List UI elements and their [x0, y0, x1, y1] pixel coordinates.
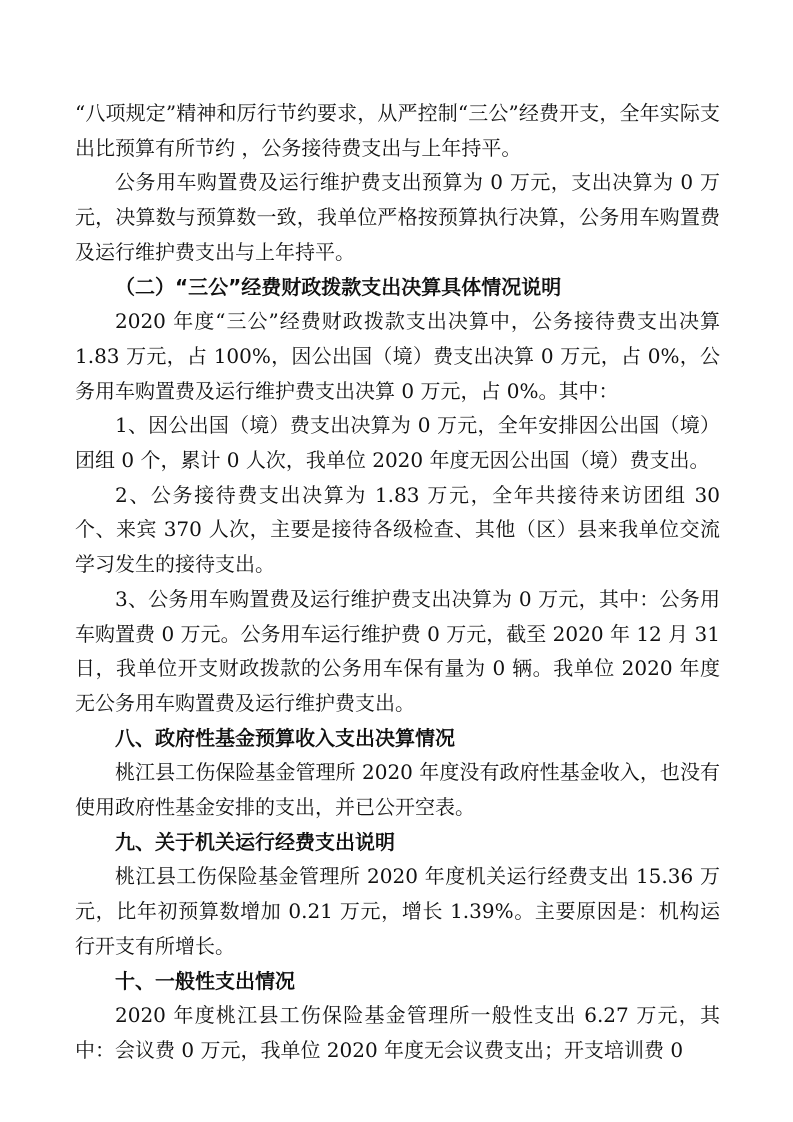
section-heading: 十、一般性支出情况 — [115, 968, 295, 993]
paragraph: 2020 年度“三公”经费财政拨款支出决算中，公务接待费支出决算 1.83 万元，占 100%，因公出国（境）费支出决算 0 万元，占 0%，公务用车购置费及运行维护费支出决算 0 万元，占 0%。其中： — [75, 309, 720, 403]
paragraph: 公务用车购置费及运行维护费支出预算为 0 万元，支出决算为 0 万元，决算数与预算数一致，我单位严格按预算执行决算，公务用车购置费及运行维护费支出与上年持平。 — [75, 170, 720, 264]
section-heading: 九、关于机关运行经费支出说明 — [115, 829, 395, 854]
paragraph: 3、公务用车购置费及运行维护费支出决算为 0 万元，其中：公务用车购置费 0 万元。公务用车运行维护费 0 万元，截至 2020 年 12 月 31 日，我单位开支财政拨款的公务用车保有量为 0 辆。我单位 2020 年度无公务用车购置费及运行维护费支出。 — [75, 586, 720, 715]
paragraph: 桃江县工伤保险基金管理所 2020 年度机关运行经费支出 15.36 万元，比年初预算数增加 0.21 万元，增长 1.39%。主要原因是：机构运行开支有所增长。 — [75, 864, 720, 958]
section-heading: 八、政府性基金预算收入支出决算情况 — [115, 725, 455, 750]
paragraph: “八项规定”精神和厉行节约要求，从严控制“三公”经费开支，全年实际支出比预算有所节约 ，公务接待费支出与上年持平。 — [75, 101, 720, 160]
section-heading: （二）“三公”经费财政拨款支出决算具体情况说明 — [115, 274, 562, 299]
paragraph: 1、因公出国（境）费支出决算为 0 万元，全年安排因公出国（境）团组 0 个，累计 0 人次，我单位 2020 年度无因公出国（境）费支出。 — [75, 413, 720, 473]
paragraph: 桃江县工伤保险基金管理所 2020 年度没有政府性基金收入，也没有使用政府性基金安排的支出，并已公开空表。 — [75, 760, 720, 820]
paragraph: 2020 年度桃江县工伤保险基金管理所一般性支出 6.27 万元，其中：会议费 0 万元，我单位 2020 年度无会议费支出；开支培训费 0 — [75, 1003, 720, 1062]
document-body — [75, 96, 720, 1068]
paragraph: 2、公务接待费支出决算为 1.83 万元，全年共接待来访团组 30 个、来宾 370 人次，主要是接待各级检查、其他（区）县来我单位交流学习发生的接待支出。 — [75, 482, 720, 577]
